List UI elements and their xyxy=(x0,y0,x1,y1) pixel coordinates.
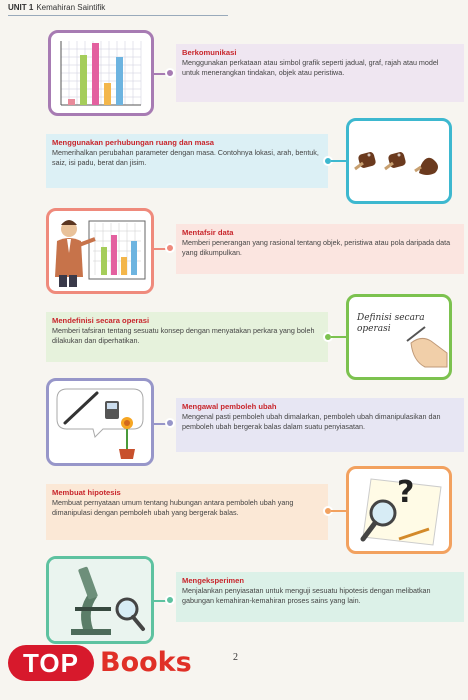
connector-dot xyxy=(165,243,175,253)
connector xyxy=(331,336,347,338)
teacher-graph-image xyxy=(46,208,154,294)
skill-desc: Mengenal pasti pemboleh ubah dimalarkan, pemboleh ubah dimanipulasikan dan pemboleh ubah bergerak balas dalam suatu penyiasatan. xyxy=(182,412,441,431)
teacher-graph-icon xyxy=(49,211,151,291)
thermometer-plant-image xyxy=(46,378,154,466)
skill-desc: Memberi tafsiran tentang sesuatu konsep dengan menyatakan perkara yang boleh dilakukan dan diperhatikan. xyxy=(52,326,315,345)
ice-cream-icon xyxy=(349,121,449,201)
skill-title: Mendefinisi secara operasi xyxy=(52,316,150,325)
question-mark: ? xyxy=(397,475,415,510)
unit-label: UNIT 1 xyxy=(8,3,34,12)
skill-title: Mentafsir data xyxy=(182,228,234,237)
skill-title: Mengeksperimen xyxy=(182,576,245,585)
header-rule xyxy=(8,15,228,16)
page-header xyxy=(8,3,105,12)
skill-title: Mengawal pemboleh ubah xyxy=(182,402,277,411)
skill-panel-hipotesis xyxy=(46,484,328,540)
connector-dot xyxy=(165,68,175,78)
logo-books: Books xyxy=(100,647,192,678)
melting-ice-cream-image xyxy=(346,118,452,204)
skill-title: Membuat hipotesis xyxy=(52,488,121,497)
skill-desc: Menjalankan penyiasatan untuk menguji sesuatu hipotesis dengan melibatkan gabungan kemahiran-kemahiran proses sains yang lain. xyxy=(182,586,431,605)
connector xyxy=(331,510,347,512)
skill-panel-mengawal xyxy=(176,398,464,452)
microscope-icon xyxy=(49,559,151,641)
writing-hand-icon xyxy=(349,297,449,377)
skill-desc: Memberi penerangan yang rasional tentang objek, peristiwa atau pola daripada data yang dikumpulkan. xyxy=(182,238,451,257)
logo-top: TOP xyxy=(8,645,94,681)
skill-desc: Membuat pernyataan umum tentang hubungan antara pemboleh ubah yang dimanipulasi dengan pemboleh ubah yang bergerak balas. xyxy=(52,498,294,517)
skill-panel-ruang-masa xyxy=(46,134,328,188)
skill-title: Berkomunikasi xyxy=(182,48,237,57)
skill-panel-berkomunikasi xyxy=(176,44,464,102)
page-number: 2 xyxy=(233,652,238,663)
bar-graph-image xyxy=(48,30,154,116)
unit-title: Kemahiran Saintifik xyxy=(36,3,106,12)
microscope-image xyxy=(46,556,154,644)
skill-panel-mengeksperimen xyxy=(176,572,464,622)
connector-dot xyxy=(165,418,175,428)
skill-title: Menggunakan perhubungan ruang dan masa xyxy=(52,138,215,147)
skill-desc: Memerihalkan perubahan parameter dengan masa. Contohnya lokasi, arah, bentuk, saiz, isi padu, berat dan jisim. xyxy=(52,148,319,167)
connector-dot xyxy=(165,595,175,605)
handwriting-image xyxy=(346,294,452,380)
bar-graph-icon xyxy=(51,33,151,113)
hypothesis-image xyxy=(346,466,452,554)
connector xyxy=(331,160,347,162)
skill-panel-definisi xyxy=(46,312,328,362)
skill-desc: Menggunakan perkataan atau simbol grafik seperti jadual, graf, rajah atau model untuk menerangkan tindakan, objek atau peristiwa. xyxy=(182,58,439,77)
variables-icon xyxy=(49,381,151,463)
handwriting-text: Definisi secara operasi xyxy=(357,313,425,334)
skill-panel-mentafsir-data xyxy=(176,224,464,274)
